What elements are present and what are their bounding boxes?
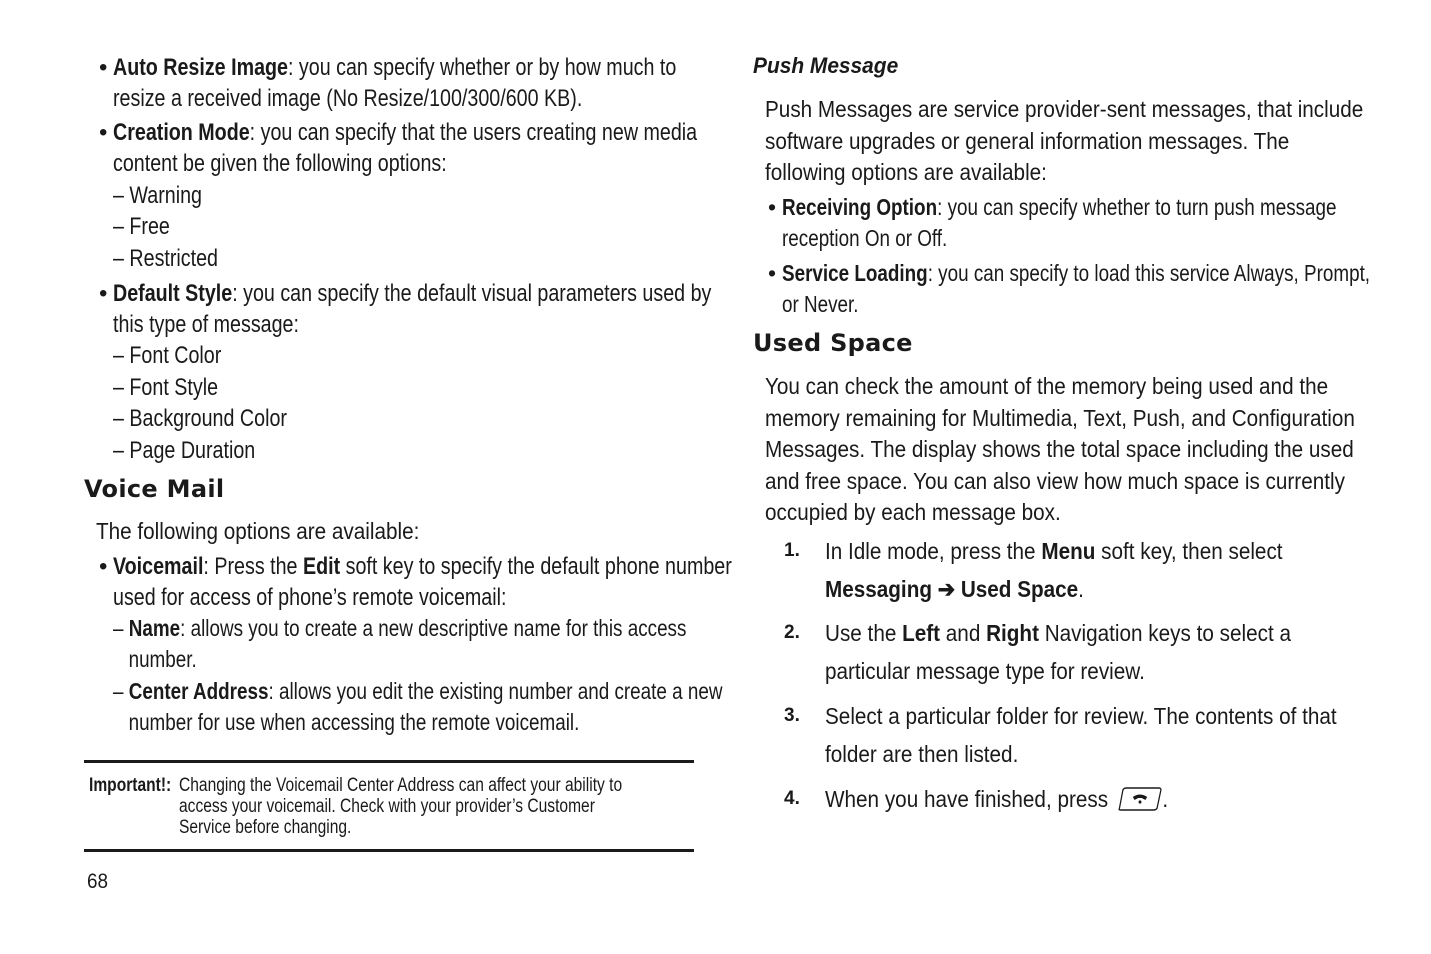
desc-center-address-2: number for use when accessing the remote voicemail. bbox=[128, 709, 580, 735]
term-center-address: Center Address bbox=[128, 678, 269, 704]
push-paragraph: Push Messages are service provider-sent messages, that include software upgrades or general information messages. The following options are available: bbox=[765, 96, 1364, 185]
creation-option-restricted: – Restricted bbox=[113, 245, 219, 272]
used-space-paragraph: You can check the amount of the memory being used and the memory remaining for Multimedia, Text, Push, and Configuration Messages. The display shows the total space including the used and free space. You can also view how much space is currently occupied by each message box. bbox=[765, 373, 1355, 525]
bullet-dot: • bbox=[768, 260, 777, 286]
important-line-1: Changing the Voicemail Center Address can affect your ability to bbox=[179, 775, 623, 796]
term-name: Name bbox=[128, 615, 181, 641]
heading-push-message: Push Message bbox=[753, 53, 899, 78]
voice-mail-intro: The following options are available: bbox=[96, 518, 420, 544]
bullet-default-style bbox=[99, 278, 843, 340]
important-line-3: Service before changing. bbox=[179, 817, 352, 838]
important-label: Important!: bbox=[89, 775, 172, 796]
left-key-label: Left bbox=[902, 620, 941, 646]
step-3-text: Select a particular folder for review. The contents of that folder are then listed. bbox=[825, 703, 1337, 767]
term-receiving-option: Receiving Option bbox=[782, 194, 938, 220]
desc-default-style: : you can specify the default visual parameters used by bbox=[232, 280, 712, 307]
style-option-page-duration: – Page Duration bbox=[113, 437, 256, 464]
menu-path: Messaging ➔ Used Space bbox=[825, 576, 1079, 602]
step-2-text: Use the Left and Right Navigation keys to select a particular message type for review. bbox=[825, 620, 1291, 684]
style-option-background-color: – Background Color bbox=[113, 405, 287, 432]
desc-auto-resize: : you can specify whether or by how much to bbox=[287, 54, 677, 81]
step-1-text: In Idle mode, press the Menu soft key, then select Messaging ➔ Used Space. bbox=[825, 538, 1283, 602]
term-voicemail: Voicemail bbox=[113, 553, 204, 580]
heading-voice-mail: Voice Mail bbox=[84, 475, 225, 503]
desc-auto-resize-2: resize a received image (No Resize/100/300/600 KB). bbox=[113, 85, 583, 112]
important-line-2: access your voicemail. Check with your provider’s Customer bbox=[179, 796, 595, 817]
menu-key-label: Menu bbox=[1041, 538, 1096, 564]
note-bottom-rule bbox=[84, 849, 694, 852]
right-key-label: Right bbox=[986, 620, 1039, 646]
term-default-style: Default Style bbox=[113, 280, 233, 307]
step-3-number: 3. bbox=[784, 705, 800, 726]
step-4-number: 4. bbox=[784, 788, 800, 809]
creation-option-free: – Free bbox=[113, 213, 170, 240]
creation-option-warning: – Warning bbox=[113, 182, 202, 209]
note-top-rule bbox=[84, 760, 694, 763]
term-auto-resize: Auto Resize Image bbox=[113, 54, 288, 81]
bullet-auto-resize bbox=[99, 52, 800, 114]
bullet-creation-mode bbox=[99, 117, 825, 179]
bullet-dot: • bbox=[99, 280, 108, 307]
page-number: 68 bbox=[87, 870, 109, 893]
desc-name-2: number. bbox=[128, 646, 197, 672]
bullet-dot: • bbox=[99, 54, 108, 81]
bullet-receiving-option: • Receiving Option: you can specify whether to turn push message reception On or Off. bbox=[782, 192, 1431, 254]
style-option-font-style: – Font Style bbox=[113, 374, 219, 401]
term-service-loading: Service Loading bbox=[782, 260, 928, 286]
term-creation-mode: Creation Mode bbox=[113, 119, 250, 146]
bullet-dot: • bbox=[99, 119, 108, 146]
bullet-dot: • bbox=[768, 194, 777, 220]
step-2-number: 2. bbox=[784, 622, 800, 643]
end-key-icon bbox=[1114, 787, 1163, 811]
heading-used-space: Used Space bbox=[753, 329, 913, 357]
desc-voicemail-2: used for access of phone’s remote voicemail: bbox=[113, 584, 507, 611]
step-1-number: 1. bbox=[784, 540, 800, 561]
sub-item-name: – Name: allows you to create a new descriptive name for this access number. bbox=[113, 613, 812, 675]
desc-receiving-2: reception On or Off. bbox=[782, 225, 948, 251]
bullet-service-loading: • Service Loading: you can specify to load this service Always, Prompt, or Never. bbox=[782, 258, 1431, 320]
desc-creation-mode: : you can specify that the users creating new media bbox=[249, 119, 698, 146]
edit-key-label: Edit bbox=[302, 553, 341, 580]
desc-service-2: or Never. bbox=[782, 291, 859, 317]
desc-default-style-2: this type of message: bbox=[113, 311, 299, 338]
bullet-dot: • bbox=[99, 553, 108, 580]
desc-creation-mode-2: content be given the following options: bbox=[113, 150, 447, 177]
sub-item-center-address: – Center Address: allows you edit the existing number and create a new number for use when accessing the remote voicemail. bbox=[113, 676, 856, 738]
style-option-font-color: – Font Color bbox=[113, 342, 222, 369]
step-4-text: When you have finished, press . bbox=[825, 786, 1169, 812]
bullet-voicemail: • Voicemail: Press the Edit soft key to specify the default phone number used for access of phone’s remote voicemail: bbox=[99, 553, 732, 611]
